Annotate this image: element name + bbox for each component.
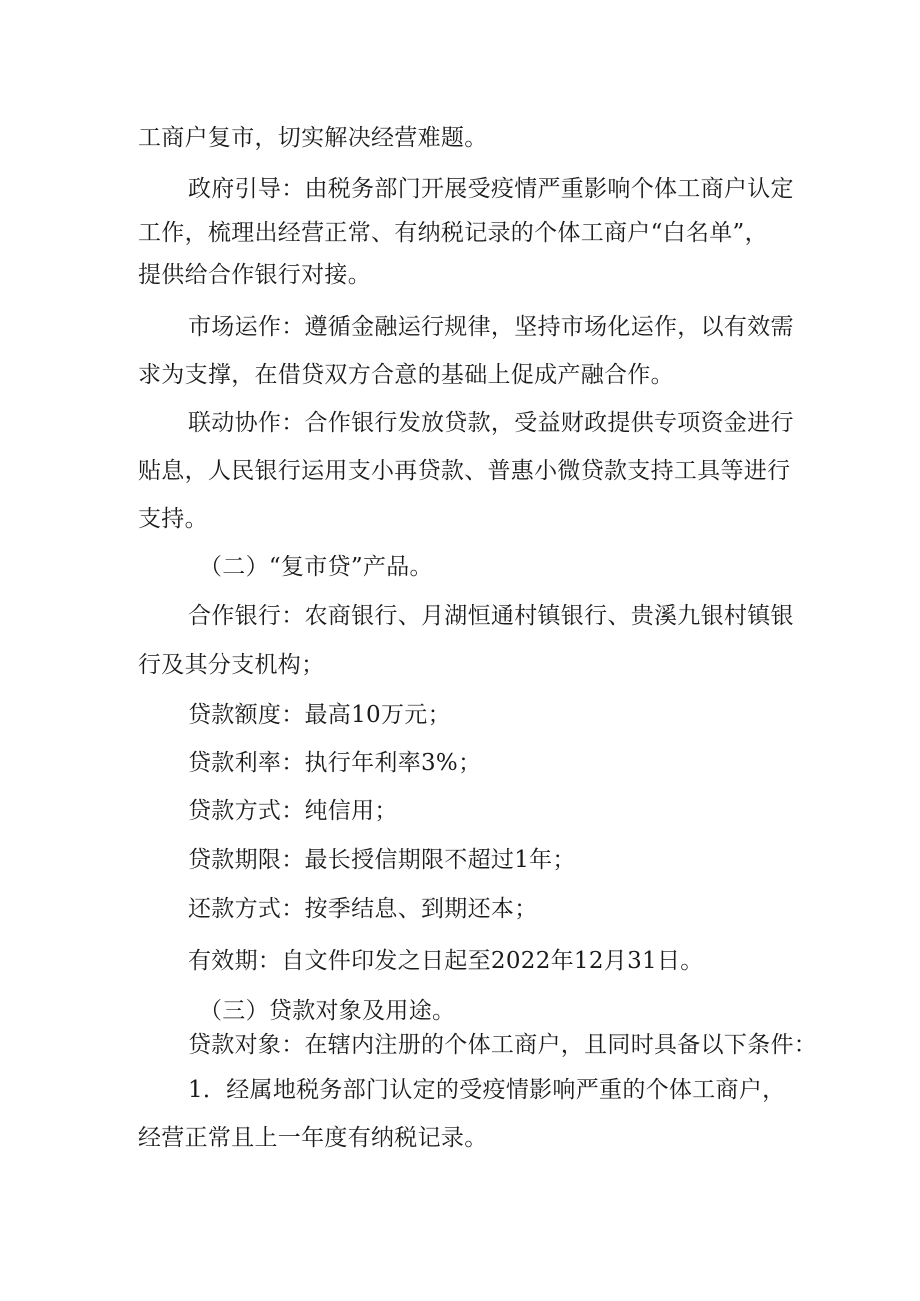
text-line: 行及其分支机构； xyxy=(138,652,325,678)
text-line: 贷款利率：执行年利率3%； xyxy=(188,750,482,776)
text-line: 求为支撑，在借贷双方合意的基础上促成产融合作。 xyxy=(138,362,674,388)
text-line: 1．经属地税务部门认定的受疫情影响严重的个体工商户， xyxy=(188,1077,786,1103)
text-line: 贷款额度：最高10万元； xyxy=(188,702,451,728)
text-line: 提供给合作银行对接。 xyxy=(138,262,371,288)
text-line: 市场运作：遵循金融运行规律，坚持市场化运作，以有效需 xyxy=(188,314,794,340)
section-heading: （二）“复市贷”产品。 xyxy=(199,554,433,580)
text-line: 支持。 xyxy=(138,506,208,532)
text-line: 贷款方式：纯信用； xyxy=(188,798,398,824)
text-line: 经营正常且上一年度有纳税记录。 xyxy=(138,1125,488,1151)
text-line: 贷款对象：在辖内注册的个体工商户，且同时具备以下条件： xyxy=(188,1032,818,1058)
text-line: 联动协作：合作银行发放贷款，受益财政提供专项资金进行 xyxy=(188,410,794,436)
text-line: 贷款期限：最长授信期限不超过1年； xyxy=(188,847,576,873)
text-line: 有效期：自文件印发之日起至2022年12月31日。 xyxy=(188,948,704,974)
text-line: 政府引导：由税务部门开展受疫情严重影响个体工商户认定 xyxy=(188,176,794,202)
text-line: 还款方式：按季结息、到期还本； xyxy=(188,896,538,922)
text-line: 工商户复市，切实解决经营难题。 xyxy=(138,125,488,151)
text-line: 工作，梳理出经营正常、有纳税记录的个体工商户“白名单”， xyxy=(138,220,768,246)
text-line: 合作银行：农商银行、月湖恒通村镇银行、贵溪九银村镇银 xyxy=(188,603,794,629)
text-line: 贴息，人民银行运用支小再贷款、普惠小微贷款支持工具等进行 xyxy=(138,458,791,484)
section-heading: （三）贷款对象及用途。 xyxy=(199,998,456,1024)
